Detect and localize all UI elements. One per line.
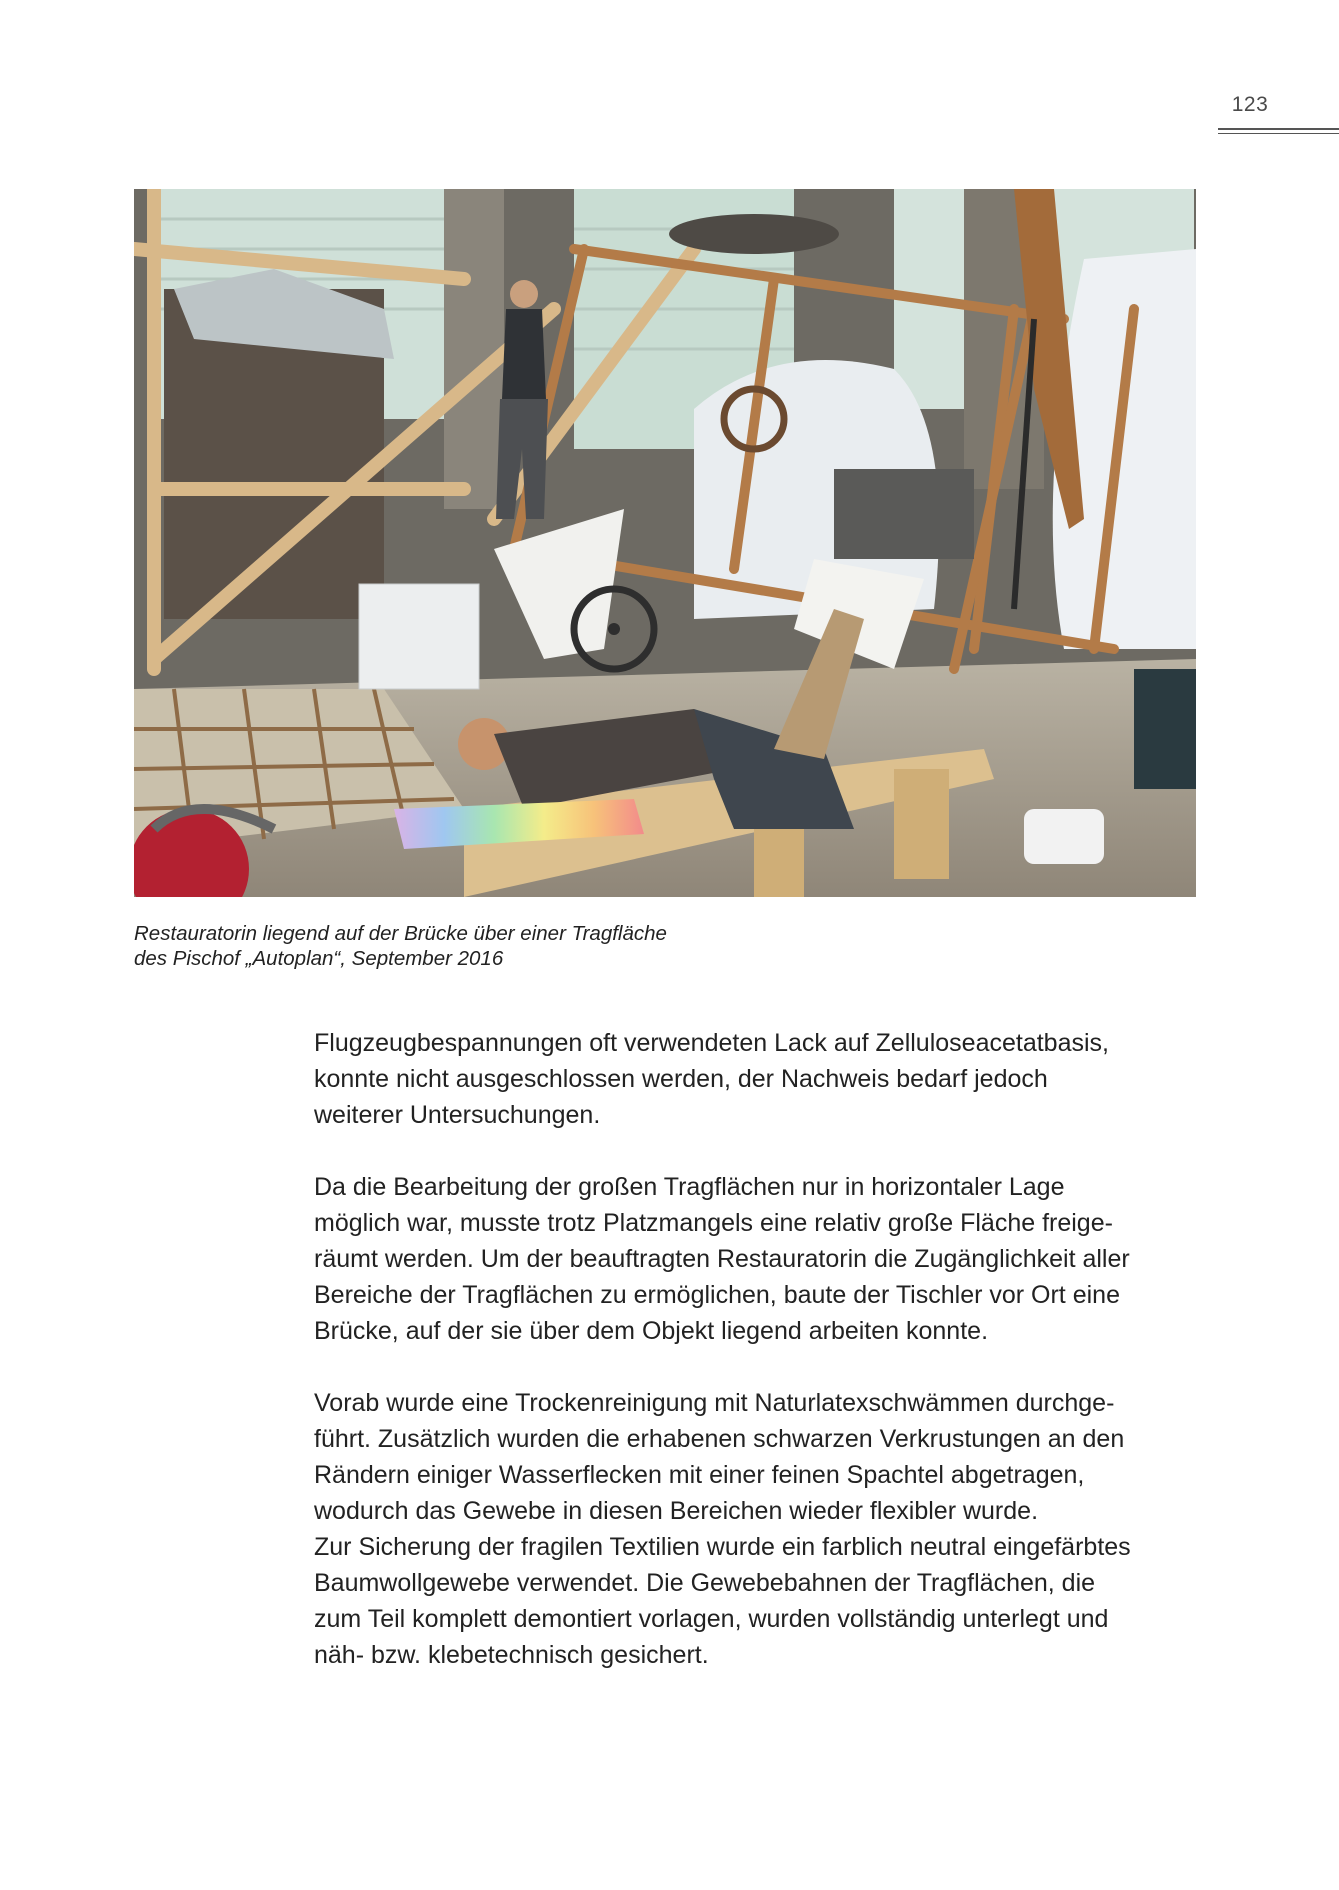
body-text <box>314 1025 1214 1709</box>
header-rule <box>1218 128 1339 130</box>
text-line: Da die Bearbeitung der großen Tragflächen nur in horizontaler Lage <box>314 1173 1065 1201</box>
caption-line: Restauratorin liegend auf der Brücke über einer Tragfläche <box>134 922 667 945</box>
text-line: weiterer Untersuchungen. <box>314 1101 601 1129</box>
text-line: Zur Sicherung der fragilen Textilien wurde ein farblich neutral eingefärbtes <box>314 1533 1131 1561</box>
text-line: Baumwollgewebe verwendet. Die Gewebebahnen der Tragflächen, die <box>314 1569 1096 1597</box>
text-line: Brücke, auf der sie über dem Objekt liegend arbeiten konnte. <box>314 1317 989 1345</box>
paragraph-2 <box>314 1169 1214 1349</box>
text-line: möglich war, musste trotz Platzmangels eine relativ große Fläche freige- <box>314 1209 1113 1237</box>
text-line: Flugzeugbespannungen oft verwendeten Lack auf Zelluloseacetatbasis, <box>314 1029 1109 1057</box>
caption-line: des Pischof „Autoplan“, September 2016 <box>134 947 504 970</box>
text-line: Vorab wurde eine Trockenreinigung mit Naturlatexschwämmen durchge- <box>314 1389 1115 1417</box>
page-number: 123 <box>1231 93 1269 116</box>
text-line: zum Teil komplett demontiert vorlagen, wurden vollständig unterlegt und <box>314 1605 1109 1633</box>
text-line: Rändern einiger Wasserflecken mit einer feinen Spachtel abgetragen, <box>314 1461 1085 1489</box>
paragraph-1 <box>314 1025 1214 1133</box>
text-line: Bereiche der Tragflächen zu ermöglichen, baute der Tischler vor Ort eine <box>314 1281 1120 1309</box>
figure-caption <box>134 921 834 971</box>
text-line: räumt werden. Um der beauftragten Restauratorin die Zugänglichkeit aller <box>314 1245 1130 1273</box>
figure-photo <box>134 189 1196 897</box>
header-rule-thin <box>1218 133 1339 134</box>
paragraph-3 <box>314 1385 1214 1673</box>
text-line: führt. Zusätzlich wurden die erhabenen schwarzen Verkrustungen an den <box>314 1425 1125 1453</box>
text-line: konnte nicht ausgeschlossen werden, der Nachweis bedarf jedoch <box>314 1065 1048 1093</box>
text-line: näh- bzw. klebetechnisch gesichert. <box>314 1641 709 1669</box>
text-line: wodurch das Gewebe in diesen Bereichen wieder flexibler wurde. <box>314 1497 1039 1525</box>
